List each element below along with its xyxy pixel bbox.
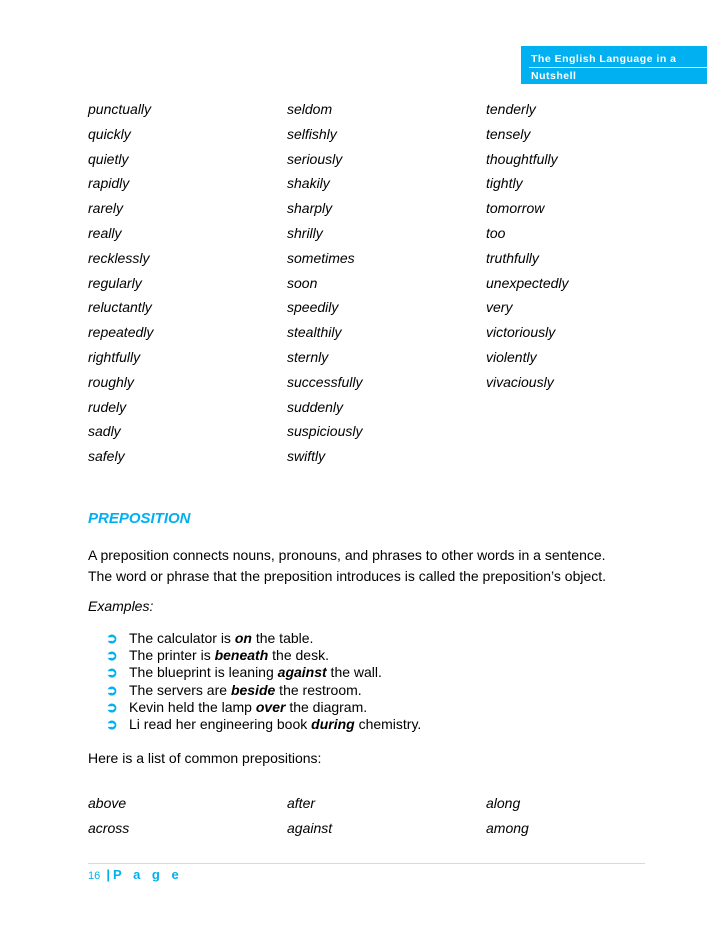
adverb-word: tenderly [486, 101, 536, 117]
adverb-word: truthfully [486, 249, 539, 266]
preposition-word: above [88, 795, 127, 811]
adverb-word: suddenly [287, 398, 344, 415]
preposition-word: along [486, 795, 521, 811]
adverb-word: shrilly [287, 224, 323, 241]
arrow-right-circle-icon: ➲ [106, 647, 118, 664]
adverb-word: soon [287, 274, 318, 291]
example-text: the restroom. [275, 681, 362, 698]
list-item [106, 716, 421, 733]
adverb-word: recklessly [88, 249, 150, 266]
adverb-row [88, 247, 648, 272]
examples-label: Examples: [88, 598, 154, 614]
definition-line: The word or phrase that the preposition introduces is called the preposition’s object. [88, 568, 607, 584]
arrow-right-circle-icon: ➲ [106, 698, 118, 715]
adverb-list [88, 98, 648, 470]
adverb-row [88, 445, 648, 470]
example-text: Kevin held the lamp [129, 698, 256, 715]
page-number: 16 [88, 870, 101, 882]
footer-divider [88, 863, 645, 864]
adverb-word: thoughtfully [486, 150, 558, 167]
adverb-row [88, 371, 648, 396]
example-preposition: beneath [214, 647, 269, 664]
adverb-word: rightfully [88, 348, 141, 365]
adverb-row [88, 346, 648, 371]
definition-paragraph [88, 545, 648, 587]
adverb-word: rarely [88, 200, 124, 217]
adverb-word: suspiciously [287, 423, 363, 440]
example-text: The printer is [129, 647, 215, 664]
adverb-word: punctually [88, 101, 152, 117]
example-text: Li read her engineering book [129, 715, 312, 732]
page-footer [88, 867, 183, 882]
adverb-word: successfully [287, 373, 363, 390]
adverb-word: too [486, 224, 506, 241]
adverb-word: selfishly [287, 125, 337, 142]
adverb-row [88, 222, 648, 247]
preposition-row [88, 817, 648, 842]
preposition-word: against [287, 819, 333, 836]
arrow-right-circle-icon: ➲ [106, 681, 118, 698]
list-item [106, 699, 421, 716]
adverb-word: sternly [287, 348, 329, 365]
adverb-word: really [88, 224, 122, 241]
header-title-line2: Nutshell [531, 70, 577, 82]
adverb-row [88, 123, 648, 148]
adverb-row [88, 321, 648, 346]
adverb-row [88, 172, 648, 197]
adverb-word: quickly [88, 125, 131, 142]
list-item [106, 682, 421, 699]
arrow-right-circle-icon: ➲ [106, 664, 118, 681]
adverb-word: reluctantly [88, 299, 152, 316]
adverb-row [88, 420, 648, 445]
example-preposition: during [311, 715, 355, 732]
adverb-word: safely [88, 448, 125, 465]
section-heading: PREPOSITION [88, 510, 191, 527]
list-item [106, 630, 421, 647]
adverb-word: very [486, 299, 513, 316]
adverb-word: vivaciously [486, 373, 554, 390]
adverb-word: unexpectedly [486, 274, 569, 291]
page-label: P a g e [113, 867, 183, 882]
examples-list [106, 630, 421, 733]
preposition-word: among [486, 819, 529, 836]
adverb-word: sometimes [287, 249, 355, 266]
example-preposition: beside [230, 681, 276, 698]
adverb-word: quietly [88, 150, 129, 167]
example-text: chemistry. [354, 715, 422, 732]
adverb-word: violently [486, 348, 537, 365]
example-preposition: on [234, 630, 252, 646]
adverb-word: repeatedly [88, 324, 154, 341]
adverb-row [88, 396, 648, 421]
preposition-row [88, 792, 648, 817]
adverb-word: tightly [486, 175, 523, 192]
adverb-word: roughly [88, 373, 134, 390]
adverb-word: sharply [287, 200, 333, 217]
example-preposition: against [277, 664, 327, 681]
example-text: the wall. [326, 664, 382, 681]
example-text: The blueprint is leaning [129, 664, 278, 681]
adverb-word: seldom [287, 101, 333, 117]
adverb-word: swiftly [287, 448, 326, 465]
preposition-list [88, 792, 648, 842]
adverb-word: tensely [486, 125, 531, 142]
adverb-row [88, 296, 648, 321]
adverb-row [88, 272, 648, 297]
adverb-row [88, 148, 648, 173]
adverb-word: rapidly [88, 175, 130, 192]
adverb-row [88, 98, 648, 123]
definition-line: A preposition connects nouns, pronouns, and phrases to other words in a sentence. [88, 547, 606, 563]
example-text: the desk. [268, 647, 329, 664]
list-item [106, 664, 421, 681]
adverb-word: regularly [88, 274, 142, 291]
arrow-right-circle-icon: ➲ [106, 715, 118, 732]
list-intro: Here is a list of common prepositions: [88, 750, 322, 766]
adverb-word: tomorrow [486, 200, 545, 217]
list-item [106, 647, 421, 664]
example-text: the table. [251, 630, 314, 646]
example-preposition: over [255, 698, 286, 715]
preposition-word: after [287, 795, 316, 811]
adverb-row [88, 197, 648, 222]
example-text: The servers are [129, 681, 231, 698]
arrow-right-circle-icon: ➲ [106, 630, 118, 646]
adverb-word: shakily [287, 175, 330, 192]
header-title-line1: The English Language in a [531, 51, 707, 68]
adverb-word: victoriously [486, 324, 556, 341]
header-title-box [521, 46, 707, 84]
example-text: The calculator is [129, 630, 235, 646]
adverb-word: stealthily [287, 324, 342, 341]
example-text: the diagram. [285, 698, 368, 715]
adverb-word: speedily [287, 299, 339, 316]
adverb-word: rudely [88, 398, 127, 415]
adverb-word: seriously [287, 150, 343, 167]
adverb-word: sadly [88, 423, 121, 440]
footer-separator: | [106, 867, 110, 882]
preposition-word: across [88, 819, 130, 836]
